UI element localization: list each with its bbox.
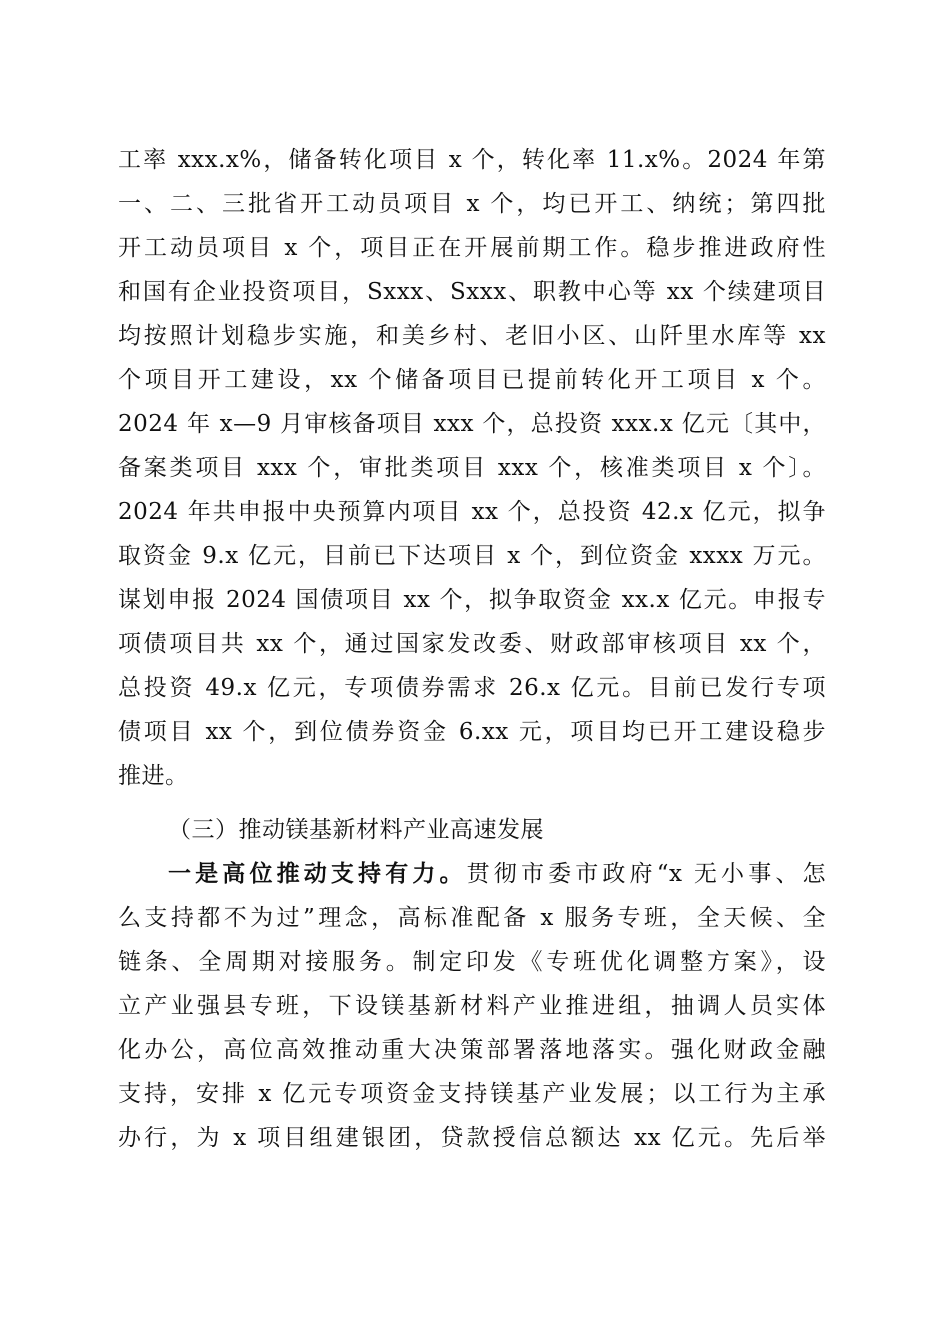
body-text-line: 谋划申报 2024 国债项目 xx 个，拟争取资金 xx.x 亿元。申报专 bbox=[118, 587, 826, 613]
body-text-line: 项债项目共 xx 个，通过国家发改委、财政部审核项目 xx 个， bbox=[118, 631, 826, 657]
body-text-line: 工率 xxx.x%，储备转化项目 x 个，转化率 11.x%。2024 年第 bbox=[118, 147, 826, 173]
body-text-line: 一、二、三批省开工动员项目 x 个，均已开工、纳统；第四批 bbox=[118, 191, 826, 217]
body-text-line: 支持，安排 x 亿元专项资金支持镁基产业发展；以工行为主承 bbox=[118, 1081, 826, 1107]
section-heading: （三）推动镁基新材料产业高速发展 bbox=[168, 817, 544, 843]
body-text-line: 总投资 49.x 亿元，专项债券需求 26.x 亿元。目前已发行专项 bbox=[118, 675, 826, 701]
body-text-line: 和国有企业投资项目，Sxxx、Sxxx、职教中心等 xx 个续建项目 bbox=[118, 279, 826, 305]
body-text-line: 化办公，高位高效推动重大决策部署落地落实。强化财政金融 bbox=[118, 1037, 826, 1063]
body-text-line: 开工动员项目 x 个，项目正在开展前期工作。稳步推进政府性 bbox=[118, 235, 826, 261]
paragraph-lead-bold: 一是高位推动支持有力。 bbox=[168, 860, 467, 887]
body-text-line: 立产业强县专班，下设镁基新材料产业推进组，抽调人员实体 bbox=[118, 993, 826, 1019]
body-text-line: 债项目 xx 个，到位债券资金 6.xx 元，项目均已开工建设稳步 bbox=[118, 719, 826, 745]
body-text-line: 备案类项目 xxx 个，审批类项目 xxx 个，核准类项目 x 个〕。 bbox=[118, 455, 826, 481]
body-text-line: 么支持都不为过”理念，高标准配备 x 服务专班，全天候、全 bbox=[118, 905, 826, 931]
body-text-line: 取资金 9.x 亿元，目前已下达项目 x 个，到位资金 xxxx 万元。 bbox=[118, 543, 826, 569]
body-text-line: 2024 年共申报中央预算内项目 xx 个，总投资 42.x 亿元，拟争 bbox=[118, 499, 826, 525]
body-text-line: 推进。 bbox=[118, 763, 189, 789]
body-text-line bbox=[168, 852, 826, 896]
body-text-line: 2024 年 x—9 月审核备项目 xxx 个，总投资 xxx.x 亿元〔其中， bbox=[118, 411, 826, 437]
paragraph-lead-rest: 贯彻市委市政府“x 无小事、怎 bbox=[466, 861, 826, 887]
body-text-line: 链条、全周期对接服务。制定印发《专班优化调整方案》，设 bbox=[118, 949, 826, 975]
body-text-line: 均按照计划稳步实施，和美乡村、老旧小区、山阡里水库等 xx bbox=[118, 323, 826, 349]
body-text-line: 办行，为 x 项目组建银团，贷款授信总额达 xx 亿元。先后举 bbox=[118, 1125, 826, 1151]
body-text-line: 个项目开工建设，xx 个储备项目已提前转化开工项目 x 个。 bbox=[118, 367, 826, 393]
